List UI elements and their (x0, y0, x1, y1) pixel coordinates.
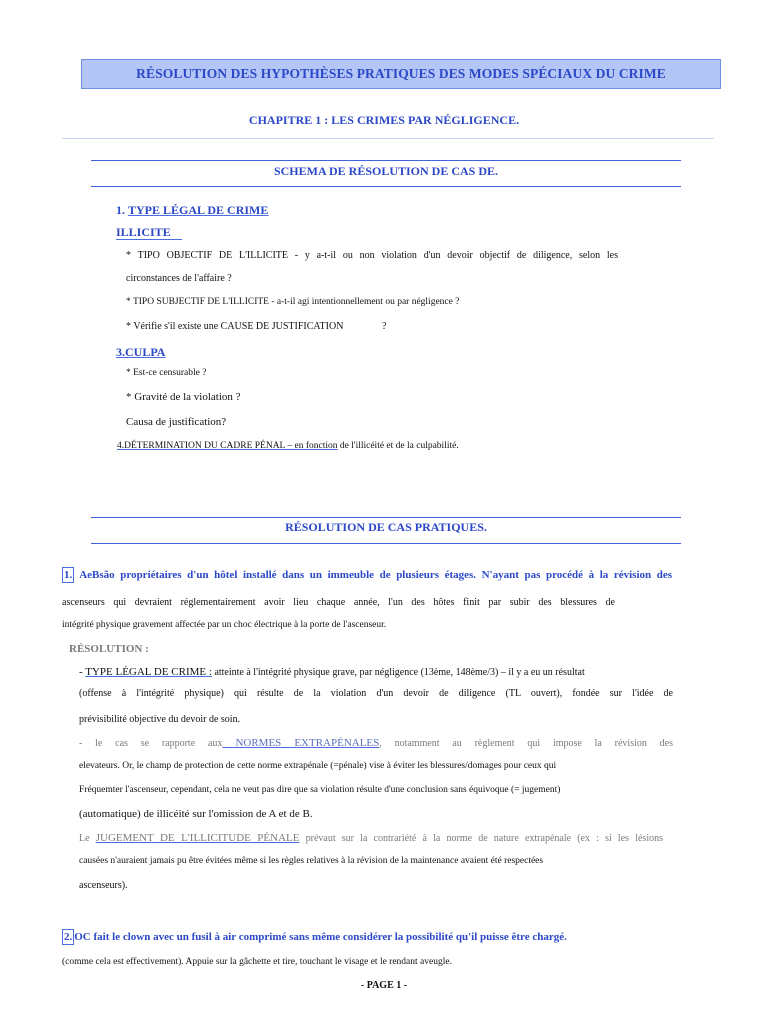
cases-rule-top (91, 517, 681, 518)
schema-item-1 (116, 203, 268, 218)
schema-item-1-label: TYPE LÉGAL DE CRIME (128, 203, 269, 217)
case-1-number: 1. (64, 569, 73, 581)
resolution-3-line-2: causées n'auraient jamais pu être évitées même si les règles relatives à la révision de la maintenance avaient été respectées (79, 856, 544, 866)
verifie-question-mark: ? (382, 321, 387, 332)
resolution-3-intro: Le (79, 833, 96, 844)
resolution-2-line-4: (automatique) de illicéité sur l'omission de A et de B. (79, 808, 313, 820)
verifie-line: * Vérifie s'il existe une CAUSE DE JUSTIFICATION (126, 321, 344, 332)
resolution-1-text: atteinte à l'intégrité physique grave, par négligence (13ème, 148ème/3) – il y a eu un résultat (211, 667, 585, 678)
resolution-2-line-1 (79, 737, 673, 749)
document-title: RÉSOLUTION DES HYPOTHÈSES PRATIQUES DES MODES SPÉCIAUX DU CRIME (136, 66, 666, 81)
case-2-number: 2. (64, 931, 73, 943)
causa-line: Causa de justification? (126, 416, 227, 428)
resolution-3-text: prévaut sur la contrariété à la norme de nature extrapénale (ex : si les lésions (299, 833, 663, 844)
divider (62, 138, 714, 139)
case-2-line-2: (comme cela est effectivement). Appuie sur la gâchette et tire, touchant le visage et le rendant aveugle. (62, 957, 452, 967)
case-1-line-2: ascenseurs qui devraient réglementairement avoir lieu chaque année, l'un des hôtes finit par subir des blessures de (62, 597, 615, 608)
chapter-heading: CHAPITRE 1 : LES CRIMES PAR NÉGLIGENCE. (248, 113, 520, 127)
resolution-1-dash: - (79, 666, 83, 678)
resolution-1-line-3: prévisibilité objective du devoir de soin. (79, 714, 241, 725)
resolution-label: RÉSOLUTION : (69, 643, 149, 655)
case-1-line-3: intégrité physique gravement affectée par un choc électrique à la porte de l'ascenseur. (62, 620, 387, 630)
tipo-subjectif-question: - a-t-il agi intentionnellement ou par négligence ? (268, 297, 460, 307)
tipo-objectif-line-2: circonstances de l'affaire ? (126, 273, 232, 284)
resolution-2-line-3: Fréquemter l'ascenseur, cependant, cela ne veut pas dire que sa violation résulte d'une conclusion sans équivoque (= jugement) (79, 785, 561, 795)
resolution-3-line-1 (79, 832, 663, 844)
case-2-line-1 (62, 929, 567, 945)
resolution-1-term: TYPE LÉGAL DE CRIME : (85, 666, 212, 678)
resolution-3-line-3: ascenseurs). (79, 880, 128, 891)
determination-line (117, 441, 459, 451)
determination-term: 4.DÉTERMINATION DU CADRE PÉNAL – en fonction (117, 441, 338, 451)
case-1-statement: AeBsão propriétaires d'un hôtel installé dans un immeuble de plusieurs étages. N'ayant pas procédé à la révision des (79, 569, 672, 581)
document-title-box (81, 59, 721, 89)
resolution-2-line-2: elevateurs. Or, le champ de protection de cette norme extrapénale (=pénale) vise à éviter les blessures/domages pour ceux qui (79, 761, 557, 771)
resolution-2-text: , notamment au règlement qui impose la révision des (379, 738, 673, 749)
section-rule-bottom (91, 186, 681, 187)
resolution-2-intro: - le cas se rapporte aux (79, 738, 223, 749)
page-number: - PAGE 1 - (360, 980, 408, 991)
case-2-statement: OC fait le clown avec un fusil à air comprimé sans même considérer la possibilité qu'il puisse être chargé. (74, 931, 567, 943)
tipo-subjectif-line (126, 297, 459, 307)
tipo-subjectif-term: * TIPO SUBJECTIF DE L'ILLICITE (126, 297, 269, 307)
illicite-text: ILLICITE (116, 225, 171, 239)
cases-rule-bottom (91, 543, 681, 544)
schema-item-1-number: 1. (116, 203, 125, 217)
determination-detail: de l'illicéité et de la culpabilité. (337, 441, 459, 451)
cases-section-title: RÉSOLUTION DE CAS PRATIQUES. (285, 520, 487, 534)
resolution-3-term: JUGEMENT DE L'ILLICITUDE PÉNALE (95, 832, 300, 844)
schema-section-title: SCHEMA DE RÉSOLUTION DE CAS DE. (273, 164, 499, 178)
censurable-line: * Est-ce censurable ? (126, 368, 207, 378)
culpa-label: 3.CULPA (116, 345, 166, 359)
section-rule-top (91, 160, 681, 161)
case-1-line-1 (62, 567, 672, 583)
tipo-objectif-line-1: * TIPO OBJECTIF DE L'ILLICITE - y a-t-il ou non violation d'un devoir objectif de diligence, selon les (126, 250, 618, 261)
resolution-1-line-1 (79, 666, 673, 678)
resolution-1-line-2: (offense à l'intégrité physique) qui résulte de la violation d'un devoir de diligence (TL ouvert), fondée sur l'idée de (79, 688, 673, 699)
illicite-label (116, 226, 182, 240)
gravite-line: * Gravité de la violation ? (126, 391, 241, 403)
resolution-2-term: NORMES EXTRAPÉNALES (222, 737, 380, 749)
